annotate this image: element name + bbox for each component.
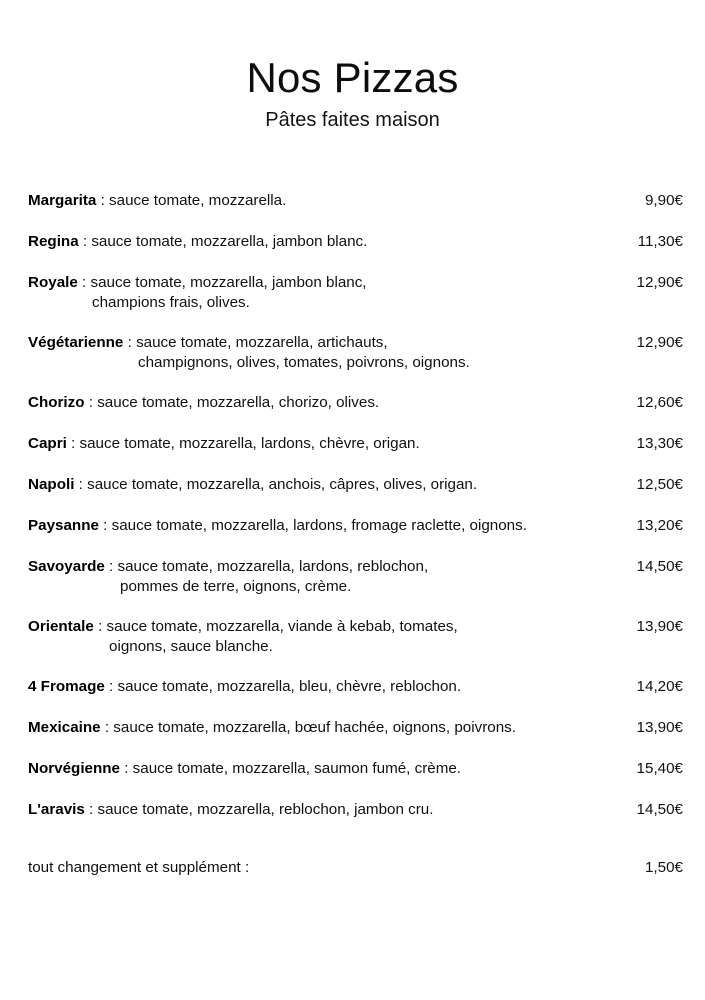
menu-item-text <box>28 718 607 738</box>
menu-item-description: sauce tomate, mozzarella, saumon fumé, crème. <box>132 760 462 778</box>
menu-item-text <box>28 273 607 313</box>
menu-item-description-line2: oignons, sauce blanche. <box>109 638 273 656</box>
menu-item-name: Orientale <box>28 618 94 636</box>
menu-item-text <box>28 393 607 413</box>
menu-header <box>0 0 705 131</box>
menu-item-text <box>28 434 607 454</box>
menu-item <box>28 677 683 697</box>
supplement-price: 1,50€ <box>644 859 683 877</box>
menu-item-price: 11,30€ <box>637 233 683 251</box>
menu-item-separator: : <box>78 233 92 251</box>
menu-item-separator: : <box>84 801 98 819</box>
menu-item-description: sauce tomate, mozzarella, viande à kebab, tomates, <box>106 618 458 636</box>
menu-item <box>28 393 683 413</box>
menu-item-name: Chorizo <box>28 394 85 412</box>
menu-item <box>28 718 683 738</box>
menu-item-description: sauce tomate, mozzarella. <box>109 192 287 210</box>
menu-item-name: Margarita <box>28 192 97 210</box>
menu-item-price: 13,90€ <box>636 618 683 636</box>
menu-item-description: sauce tomate, mozzarella, jambon blanc. <box>91 233 368 251</box>
menu-item-description-line2: champions frais, olives. <box>92 294 250 312</box>
menu-item-description: sauce tomate, mozzarella, bœuf hachée, oignons, poivrons. <box>113 719 516 737</box>
menu-item-description: sauce tomate, mozzarella, anchois, câpres, olives, origan. <box>87 476 478 494</box>
menu-item-price: 13,90€ <box>636 719 683 737</box>
menu-item-name: Paysanne <box>28 517 99 535</box>
menu-item-text <box>28 191 607 211</box>
menu-item-description: sauce tomate, mozzarella, bleu, chèvre, reblochon. <box>117 678 462 696</box>
menu-item <box>28 475 683 495</box>
menu-item-text <box>28 677 607 697</box>
menu-item-description: sauce tomate, mozzarella, jambon blanc, <box>90 274 367 292</box>
menu-item-separator: : <box>74 476 88 494</box>
pizza-list <box>0 191 705 820</box>
supplement-label: tout changement et supplément : <box>28 859 250 877</box>
menu-item <box>28 759 683 779</box>
menu-item-separator: : <box>66 435 80 453</box>
menu-item <box>28 800 683 820</box>
menu-item-price: 13,30€ <box>636 435 683 453</box>
menu-item-name: L'aravis <box>28 801 85 819</box>
menu-item-description: sauce tomate, mozzarella, lardons, fromage raclette, oignons. <box>111 517 527 535</box>
menu-item-text <box>28 800 607 820</box>
menu-item-price: 9,90€ <box>644 192 683 210</box>
page-subtitle: Pâtes faites maison <box>265 109 440 132</box>
menu-item-separator: : <box>104 558 118 576</box>
menu-item-separator: : <box>93 618 107 636</box>
menu-item-name: 4 Fromage <box>28 678 105 696</box>
menu-item-text <box>28 759 607 779</box>
menu-item-text <box>28 333 607 373</box>
menu-item-name: Royale <box>28 274 78 292</box>
menu-item-price: 14,20€ <box>636 678 683 696</box>
menu-item-text <box>28 475 607 495</box>
menu-item-separator: : <box>96 192 110 210</box>
menu-item-separator: : <box>123 334 137 352</box>
menu-item-description-line2: pommes de terre, oignons, crème. <box>120 578 352 596</box>
menu-item <box>28 516 683 536</box>
menu-item-description: sauce tomate, mozzarella, reblochon, jambon cru. <box>97 801 434 819</box>
menu-item-name: Mexicaine <box>28 719 101 737</box>
page-title: Nos Pizzas <box>246 54 459 101</box>
menu-item-description: sauce tomate, mozzarella, chorizo, olives. <box>97 394 380 412</box>
menu-item-text <box>28 557 607 597</box>
menu-item <box>28 191 683 211</box>
menu-item <box>28 617 683 657</box>
menu-item-price: 13,20€ <box>636 517 683 535</box>
menu-item-separator: : <box>104 678 118 696</box>
menu-item-separator: : <box>84 394 98 412</box>
menu-item-description: sauce tomate, mozzarella, lardons, reblochon, <box>117 558 429 576</box>
menu-item-text <box>28 617 607 657</box>
menu-item-separator: : <box>77 274 91 292</box>
menu-item-price: 14,50€ <box>636 801 683 819</box>
menu-item-name: Savoyarde <box>28 558 105 576</box>
menu-item <box>28 434 683 454</box>
menu-item-price: 14,50€ <box>636 558 683 576</box>
menu-item-name: Capri <box>28 435 67 453</box>
menu-item-name: Végétarienne <box>28 334 124 352</box>
menu-item <box>28 273 683 313</box>
menu-item-separator: : <box>100 719 114 737</box>
menu-item-price: 12,90€ <box>636 334 683 352</box>
menu-item-separator: : <box>120 760 133 778</box>
menu-item-description: sauce tomate, mozzarella, lardons, chèvre, origan. <box>79 435 420 453</box>
menu-item-name: Norvégienne <box>28 760 120 778</box>
menu-item-price: 12,60€ <box>636 394 683 412</box>
menu-item-price: 12,50€ <box>636 476 683 494</box>
menu-item <box>28 557 683 597</box>
menu-item-text <box>28 516 607 536</box>
menu-item-name: Regina <box>28 233 79 251</box>
menu-item-description: sauce tomate, mozzarella, artichauts, <box>136 334 388 352</box>
menu-item-separator: : <box>98 517 112 535</box>
menu-item <box>28 333 683 373</box>
supplement-note <box>0 858 705 878</box>
menu-item <box>28 232 683 252</box>
menu-item-price: 15,40€ <box>636 760 683 778</box>
menu-item-price: 12,90€ <box>636 274 683 292</box>
menu-item-text <box>28 232 607 252</box>
menu-item-description-line2: champignons, olives, tomates, poivrons, oignons. <box>138 354 470 372</box>
menu-item-name: Napoli <box>28 476 75 494</box>
